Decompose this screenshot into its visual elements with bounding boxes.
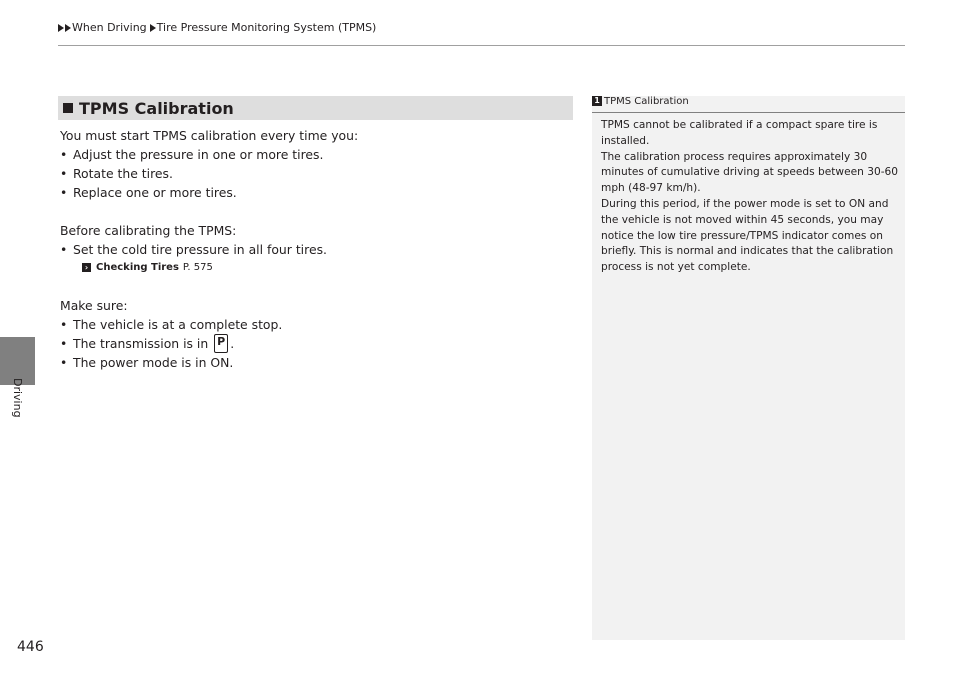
before-text: Before calibrating the TPMS: <box>60 223 237 238</box>
section-square-icon <box>63 103 73 113</box>
bullet-icon: • <box>60 242 68 257</box>
make-sure-text: Make sure: <box>60 298 128 313</box>
sidebar-paragraph: During this period, if the power mode is set to ON and the vehicle is not moved within 45 seconds, you may notice the low tire pressure/TPMS indicator comes on briefly. This is normal and indicates that the calibration process is not yet complete. <box>601 197 894 274</box>
note-marker-icon: 1 <box>592 96 602 106</box>
sidebar-header <box>592 96 905 113</box>
breadcrumb-item[interactable]: When Driving <box>72 21 147 34</box>
bullet-icon: • <box>60 355 68 370</box>
header-divider <box>58 45 905 46</box>
breadcrumb-item[interactable]: Tire Pressure Monitoring System (TPMS) <box>156 21 377 34</box>
reference-link[interactable]: Checking Tires <box>96 262 179 273</box>
section-title: TPMS Calibration <box>79 98 234 118</box>
bullet-icon: • <box>60 317 68 332</box>
list-item: • The vehicle is at a complete stop. <box>60 317 283 332</box>
list-item: • Replace one or more tires. <box>60 185 237 200</box>
bullet-icon: • <box>60 166 68 181</box>
page-number: 446 <box>17 639 44 655</box>
intro-text: You must start TPMS calibration every time you: <box>60 128 359 143</box>
sidebar-body <box>601 118 899 276</box>
main-content <box>60 126 570 372</box>
sidebar-paragraph: The calibration process requires approximately 30 minutes of cumulative driving at speeds between 30-60 mph (48-97 km/h). <box>601 150 898 195</box>
list-item: • Rotate the tires. <box>60 166 173 181</box>
list-item: • Set the cold tire pressure in all four tires. <box>60 242 327 257</box>
list-item: • The power mode is in ON. <box>60 355 234 370</box>
sidebar-title: TPMS Calibration <box>604 96 689 107</box>
chapter-label: Driving <box>11 378 24 418</box>
reference-page: P. 575 <box>182 262 213 273</box>
sidebar-note <box>592 96 905 640</box>
breadcrumb-arrow-icon <box>65 24 71 32</box>
bullet-icon: • <box>60 147 68 162</box>
cross-reference[interactable] <box>60 258 570 277</box>
list-item: • Adjust the pressure in one or more tires. <box>60 147 324 162</box>
breadcrumb-arrow-icon <box>150 24 156 32</box>
bullet-icon: • <box>60 336 68 351</box>
gear-p-icon: P <box>214 334 228 353</box>
section-header <box>58 96 573 120</box>
sidebar-paragraph: TPMS cannot be calibrated if a compact spare tire is installed. <box>601 119 878 147</box>
bullet-icon: • <box>60 185 68 200</box>
breadcrumb-arrow-icon <box>58 24 64 32</box>
breadcrumb <box>58 21 379 34</box>
reference-arrow-icon: › <box>82 263 91 272</box>
list-item: • The transmission is in P . <box>60 335 235 351</box>
